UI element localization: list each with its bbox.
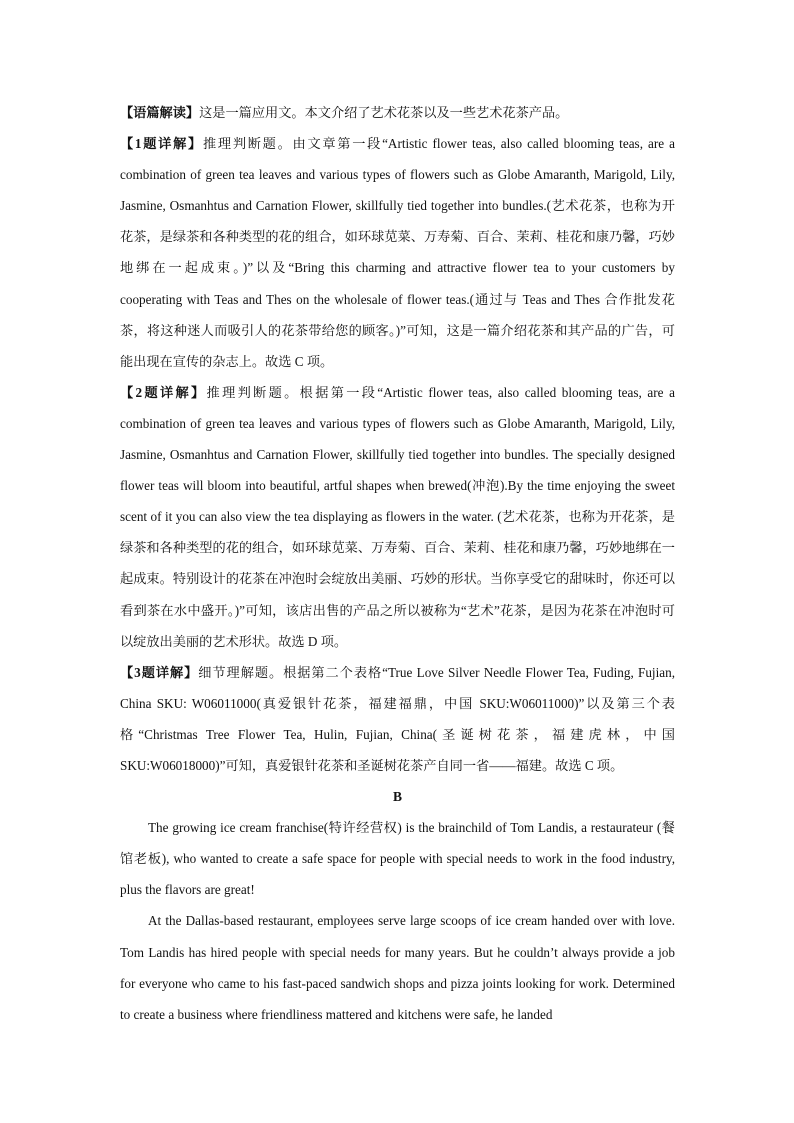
document-body — [120, 97, 675, 1030]
section-b-heading: B — [392, 789, 402, 805]
q3-explanation — [120, 657, 675, 781]
q2-explanation — [120, 377, 675, 657]
q1-text: 推理判断题。由文章第一段“Artistic flower teas, also called blooming teas, are a combination of green tea leaves and various types of flowers such as Globe Amaranth, Marigold, Lily, Jasmine, Osmanhtus and Carnation Flower, skillfully tied together into bundles.(艺术花茶，也称为开花茶，是绿茶和各种类型的花的组合，如环球苋菜、万寿菊、百合、茉莉、桂花和康乃馨，巧妙地绑在一起成束。)”以及“Bring this charming and attractive flower tea to your customers by cooperating with Teas and Thes on the wholesale of flower teas.(通过与 Teas and Thes 合作批发花茶，将这种迷人而吸引人的花茶带给您的顾客。)”可知，这是一篇介绍花茶和其产品的广告，可能出现在宣传的杂志上。故选 C 项。 — [120, 136, 676, 369]
section-b-paragraph-2: At the Dallas-based restaurant, employees serve large scoops of ice cream handed over with love. Tom Landis has hired people with special needs for many years. But he couldn’t always provide a job for everyone who came to his fast-paced sandwich shops and pizza joints looking for work. Determined to create a business where friendliness mattered and kitchens were safe, he landed — [120, 913, 675, 1022]
section-b-paragraph-1: The growing ice cream franchise(特许经营权) is the brainchild of Tom Landis, a restaurateur (餐馆老板), who wanted to create a safe space for people with special needs to work in the food industry, plus the flavors are great! — [120, 820, 675, 898]
intro-paragraph — [120, 97, 675, 128]
q2-tag: 【2题详解】 — [120, 384, 207, 400]
q3-text: 细节理解题。根据第二个表格“True Love Silver Needle Flower Tea, Fuding, Fujian, China SKU: W06011000(真爱银针花茶，福建福鼎，中国 SKU:W06011000)”以及第三个表格“Christmas Tree Flower Tea, Hulin, Fujian, China(圣诞树花茶，福建虎林，中国 SKU:W06018000)”可知，真爱银针花茶和圣诞树花茶产自同一省——福建。故选 C 项。 — [120, 664, 676, 773]
q1-tag: 【1题详解】 — [120, 136, 203, 152]
intro-tag: 【语篇解读】 — [120, 105, 200, 120]
q2-text: 推理判断题。根据第一段“Artistic flower teas, also called blooming teas, are a combination of green tea leaves and various types of flowers such as Globe Amaranth, Marigold, Lily, Jasmine, Osmanhtus and Carnation Flower, skillfully tied together into bundles. The specially designed flower teas will bloom into beautiful, artful shapes when brewed(冲泡).By the time enjoying the sweet scent of it you can also view the tea displaying as flowers in the water. (艺术花茶，也称为开花茶，是绿茶和各种类型的花的组合，如环球苋菜、万寿菊、百合、茉莉、桂花和康乃馨，巧妙地绑在一起成束。特别设计的花茶在冲泡时会绽放出美丽、巧妙的形状。当你享受它的甜味时，你还可以看到茶在水中盛开。)”可知，该店出售的产品之所以被称为“艺术”花茶，是因为花茶在冲泡时可以绽放出美丽的艺术形状。故选 D 项。 — [120, 384, 676, 649]
intro-text: 这是一篇应用文。本文介绍了艺术花茶以及一些艺术花茶产品。 — [199, 105, 569, 120]
q1-explanation — [120, 128, 675, 377]
q3-tag: 【3题详解】 — [120, 664, 199, 680]
